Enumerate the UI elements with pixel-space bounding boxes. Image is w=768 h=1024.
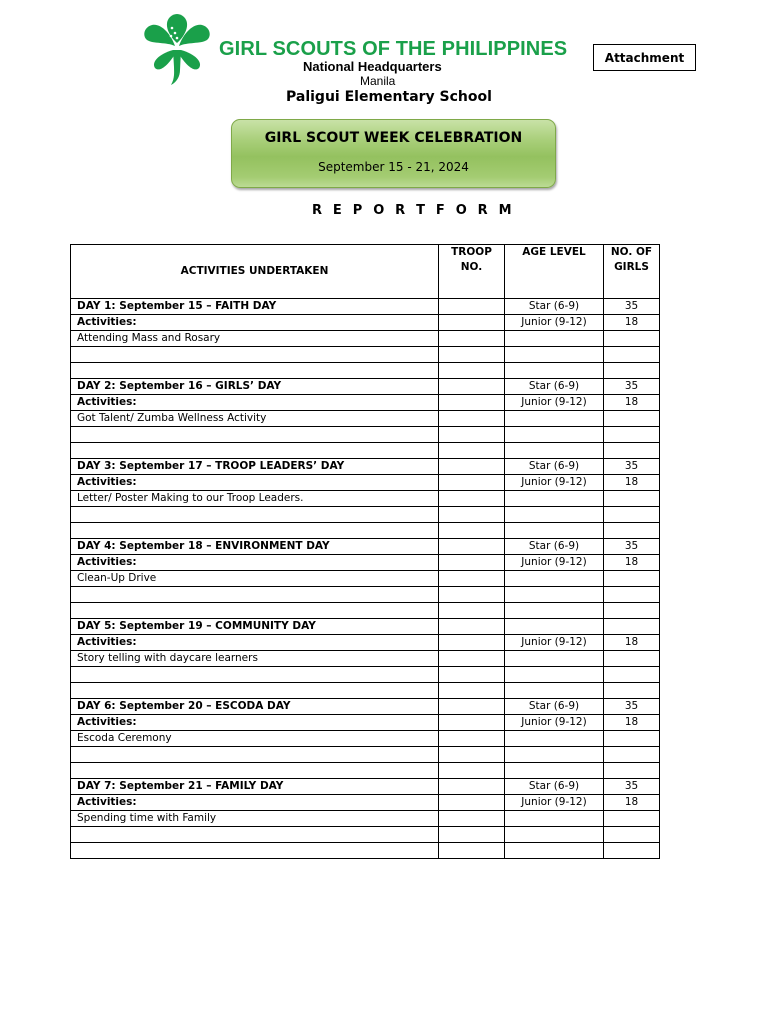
girls-count-cell	[604, 427, 660, 443]
blank-row	[71, 603, 660, 619]
age-level-cell	[505, 443, 604, 459]
blank-row	[71, 523, 660, 539]
troop-no-cell	[439, 379, 505, 395]
activity-cell: Letter/ Poster Making to our Troop Leaders.	[71, 491, 439, 507]
activity-cell	[71, 843, 439, 859]
age-level-cell: Junior (9-12)	[505, 395, 604, 411]
attachment-box: Attachment	[593, 44, 696, 71]
troop-no-cell	[439, 411, 505, 427]
girls-count-cell: 18	[604, 475, 660, 491]
activity-row	[71, 731, 660, 747]
age-level-cell	[505, 523, 604, 539]
activity-cell: DAY 5: September 19 – COMMUNITY DAY	[71, 619, 439, 635]
girls-count-cell	[604, 763, 660, 779]
table-header-row	[71, 245, 660, 299]
girls-count-cell: 35	[604, 699, 660, 715]
activity-cell: Activities:	[71, 475, 439, 491]
troop-no-cell	[439, 555, 505, 571]
day-title-row	[71, 779, 660, 795]
girls-count-cell: 35	[604, 299, 660, 315]
age-level-cell	[505, 603, 604, 619]
activity-cell: DAY 2: September 16 – GIRLS’ DAY	[71, 379, 439, 395]
troop-no-cell	[439, 427, 505, 443]
activity-row	[71, 571, 660, 587]
troop-no-cell	[439, 651, 505, 667]
activities-label-row	[71, 715, 660, 731]
activity-cell	[71, 747, 439, 763]
age-level-cell	[505, 491, 604, 507]
girls-count-cell	[604, 491, 660, 507]
blank-row	[71, 667, 660, 683]
girls-count-cell	[604, 331, 660, 347]
day-title-row	[71, 699, 660, 715]
troop-no-cell	[439, 747, 505, 763]
girls-count-cell	[604, 603, 660, 619]
age-level-cell: Star (6-9)	[505, 779, 604, 795]
celebration-banner	[231, 119, 556, 188]
age-level-cell	[505, 683, 604, 699]
troop-no-cell	[439, 571, 505, 587]
troop-no-cell	[439, 667, 505, 683]
activities-label-row	[71, 395, 660, 411]
troop-no-cell	[439, 587, 505, 603]
day-title-row	[71, 379, 660, 395]
age-level-cell: Junior (9-12)	[505, 635, 604, 651]
girls-count-cell	[604, 667, 660, 683]
troop-no-cell	[439, 683, 505, 699]
city-label: Manila	[360, 74, 396, 88]
blank-row	[71, 427, 660, 443]
header-activities: ACTIVITIES UNDERTAKEN	[71, 245, 439, 299]
girls-count-cell	[604, 683, 660, 699]
troop-no-cell	[439, 603, 505, 619]
troop-no-cell	[439, 827, 505, 843]
activities-label-row	[71, 795, 660, 811]
girls-count-cell	[604, 347, 660, 363]
age-level-cell	[505, 747, 604, 763]
report-form-title: R E P O R T F O R M	[312, 203, 515, 218]
age-level-cell	[505, 731, 604, 747]
troop-no-cell	[439, 619, 505, 635]
troop-no-cell	[439, 699, 505, 715]
blank-row	[71, 587, 660, 603]
troop-no-cell	[439, 779, 505, 795]
activity-cell: Activities:	[71, 635, 439, 651]
troop-no-cell	[439, 443, 505, 459]
activity-cell: DAY 4: September 18 – ENVIRONMENT DAY	[71, 539, 439, 555]
age-level-cell	[505, 571, 604, 587]
girls-count-cell: 35	[604, 779, 660, 795]
girls-count-cell: 35	[604, 459, 660, 475]
activities-label-row	[71, 555, 660, 571]
troop-no-cell	[439, 507, 505, 523]
troop-no-cell	[439, 843, 505, 859]
activity-cell: Spending time with Family	[71, 811, 439, 827]
activity-cell	[71, 507, 439, 523]
header-age-level: AGE LEVEL	[505, 245, 604, 299]
activity-cell	[71, 587, 439, 603]
activity-cell: Escoda Ceremony	[71, 731, 439, 747]
girls-count-cell: 35	[604, 379, 660, 395]
blank-row	[71, 747, 660, 763]
org-name: GIRL SCOUTS OF THE PHILIPPINES	[219, 38, 568, 60]
troop-no-cell	[439, 395, 505, 411]
blank-row	[71, 347, 660, 363]
activity-row	[71, 411, 660, 427]
activity-cell: Activities:	[71, 715, 439, 731]
girls-count-cell	[604, 811, 660, 827]
activities-label-row	[71, 475, 660, 491]
activity-cell: DAY 1: September 15 – FAITH DAY	[71, 299, 439, 315]
troop-no-cell	[439, 475, 505, 491]
blank-row	[71, 843, 660, 859]
girls-count-cell: 18	[604, 395, 660, 411]
activities-label-row	[71, 635, 660, 651]
age-level-cell	[505, 667, 604, 683]
blank-row	[71, 363, 660, 379]
trefoil-logo-icon	[143, 12, 211, 86]
girls-count-cell	[604, 571, 660, 587]
girls-count-cell: 18	[604, 715, 660, 731]
age-level-cell: Junior (9-12)	[505, 795, 604, 811]
girls-count-cell	[604, 619, 660, 635]
header-no-of-girls: NO. OF GIRLS	[604, 245, 660, 299]
report-table-body	[71, 299, 660, 859]
headquarters-label: National Headquarters	[303, 59, 442, 74]
age-level-cell	[505, 363, 604, 379]
activity-cell	[71, 443, 439, 459]
troop-no-cell	[439, 523, 505, 539]
blank-row	[71, 507, 660, 523]
activity-cell: DAY 3: September 17 – TROOP LEADERS’ DAY	[71, 459, 439, 475]
age-level-cell: Junior (9-12)	[505, 715, 604, 731]
day-title-row	[71, 299, 660, 315]
troop-no-cell	[439, 763, 505, 779]
age-level-cell	[505, 843, 604, 859]
age-level-cell: Star (6-9)	[505, 539, 604, 555]
activities-label-row	[71, 315, 660, 331]
activity-cell: Activities:	[71, 555, 439, 571]
girls-count-cell	[604, 827, 660, 843]
report-table	[70, 244, 660, 859]
activity-cell	[71, 603, 439, 619]
age-level-cell: Star (6-9)	[505, 379, 604, 395]
troop-no-cell	[439, 331, 505, 347]
troop-no-cell	[439, 635, 505, 651]
activity-row	[71, 811, 660, 827]
blank-row	[71, 683, 660, 699]
activity-cell: Activities:	[71, 315, 439, 331]
activity-cell: Story telling with daycare learners	[71, 651, 439, 667]
girls-count-cell	[604, 843, 660, 859]
age-level-cell	[505, 651, 604, 667]
troop-no-cell	[439, 459, 505, 475]
troop-no-cell	[439, 731, 505, 747]
activity-cell: DAY 6: September 20 – ESCODA DAY	[71, 699, 439, 715]
girls-count-cell: 18	[604, 555, 660, 571]
age-level-cell	[505, 811, 604, 827]
girls-count-cell	[604, 411, 660, 427]
age-level-cell	[505, 411, 604, 427]
girls-count-cell	[604, 443, 660, 459]
activity-cell: DAY 7: September 21 – FAMILY DAY	[71, 779, 439, 795]
age-level-cell	[505, 427, 604, 443]
age-level-cell: Star (6-9)	[505, 299, 604, 315]
girls-count-cell: 18	[604, 635, 660, 651]
blank-row	[71, 763, 660, 779]
activity-cell	[71, 763, 439, 779]
troop-no-cell	[439, 347, 505, 363]
activity-cell	[71, 347, 439, 363]
girls-count-cell: 18	[604, 795, 660, 811]
age-level-cell	[505, 507, 604, 523]
activity-row	[71, 491, 660, 507]
girls-count-cell	[604, 731, 660, 747]
age-level-cell: Junior (9-12)	[505, 315, 604, 331]
age-level-cell: Star (6-9)	[505, 699, 604, 715]
age-level-cell	[505, 347, 604, 363]
day-title-row	[71, 539, 660, 555]
girls-count-cell	[604, 651, 660, 667]
activity-cell	[71, 427, 439, 443]
banner-date: September 15 - 21, 2024	[318, 160, 469, 174]
activity-cell: Activities:	[71, 795, 439, 811]
activity-cell: Got Talent/ Zumba Wellness Activity	[71, 411, 439, 427]
blank-row	[71, 827, 660, 843]
troop-no-cell	[439, 795, 505, 811]
girls-count-cell	[604, 587, 660, 603]
age-level-cell	[505, 827, 604, 843]
girls-count-cell: 18	[604, 315, 660, 331]
age-level-cell	[505, 763, 604, 779]
troop-no-cell	[439, 491, 505, 507]
day-title-row	[71, 619, 660, 635]
age-level-cell: Junior (9-12)	[505, 555, 604, 571]
activity-cell	[71, 523, 439, 539]
activity-cell: Attending Mass and Rosary	[71, 331, 439, 347]
troop-no-cell	[439, 299, 505, 315]
troop-no-cell	[439, 715, 505, 731]
activity-row	[71, 331, 660, 347]
activity-cell	[71, 363, 439, 379]
activity-cell: Clean-Up Drive	[71, 571, 439, 587]
troop-no-cell	[439, 315, 505, 331]
activity-cell	[71, 667, 439, 683]
header-troop-no: TROOP NO.	[439, 245, 505, 299]
activity-cell: Activities:	[71, 395, 439, 411]
activity-cell	[71, 683, 439, 699]
girls-count-cell	[604, 747, 660, 763]
troop-no-cell	[439, 539, 505, 555]
girls-count-cell	[604, 507, 660, 523]
blank-row	[71, 443, 660, 459]
troop-no-cell	[439, 811, 505, 827]
activity-row	[71, 651, 660, 667]
banner-title: GIRL SCOUT WEEK CELEBRATION	[264, 130, 523, 146]
girls-count-cell	[604, 523, 660, 539]
age-level-cell	[505, 587, 604, 603]
age-level-cell: Junior (9-12)	[505, 475, 604, 491]
troop-no-cell	[439, 363, 505, 379]
girls-count-cell	[604, 363, 660, 379]
school-name: Paligui Elementary School	[286, 89, 492, 105]
activity-cell	[71, 827, 439, 843]
age-level-cell: Star (6-9)	[505, 459, 604, 475]
age-level-cell	[505, 619, 604, 635]
girls-count-cell: 35	[604, 539, 660, 555]
age-level-cell	[505, 331, 604, 347]
day-title-row	[71, 459, 660, 475]
